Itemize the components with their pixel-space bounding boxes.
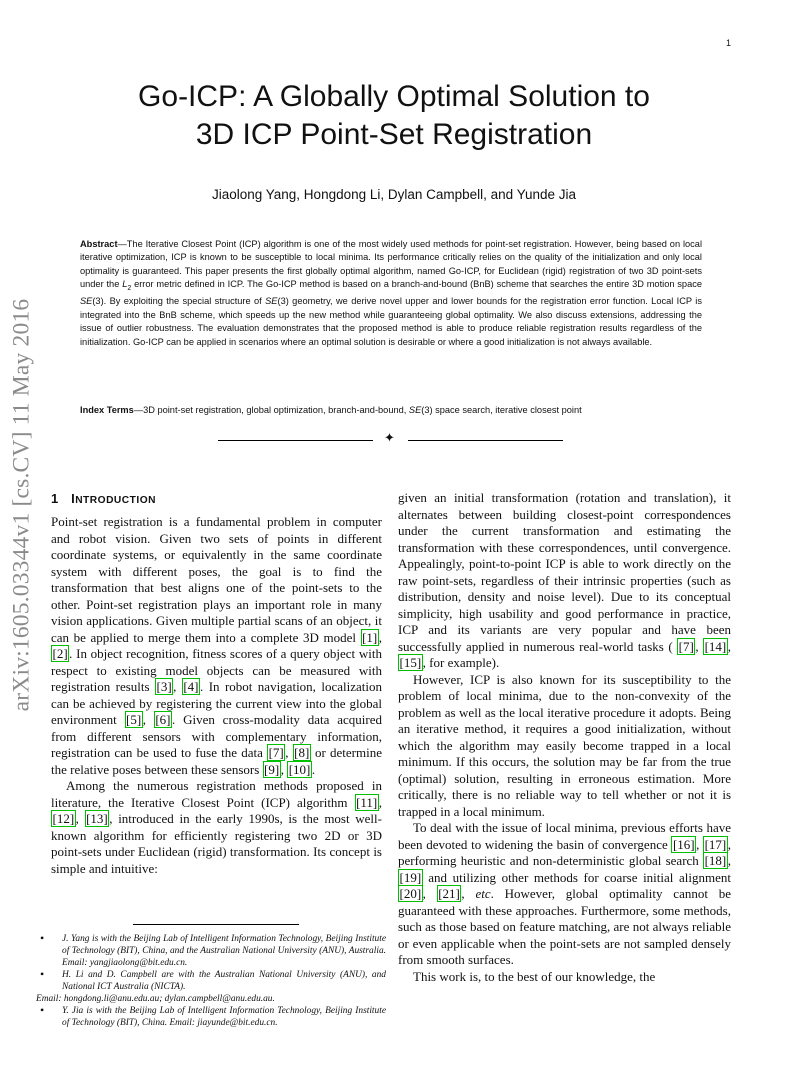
text-run: ,	[422, 886, 437, 901]
right-paragraph-3	[398, 820, 731, 969]
citation-link[interactable]: [15]	[399, 655, 422, 670]
right-paragraph-4: This work is, to the best of our knowledge, the	[413, 968, 656, 984]
index-terms-label: Index Terms	[80, 405, 134, 415]
citation-link[interactable]: [2]	[52, 646, 68, 661]
divider-left	[218, 440, 373, 441]
text-run: ,	[696, 836, 704, 852]
citation-link[interactable]: [16]	[672, 836, 695, 852]
citation-link[interactable]: [6]	[155, 712, 171, 727]
citation-link[interactable]: [5]	[126, 712, 142, 727]
right-paragraph-1	[398, 490, 731, 672]
citation-link[interactable]: [14]	[704, 638, 727, 654]
text-run: ,	[173, 679, 182, 694]
text-run: ,	[727, 638, 731, 654]
text-run: ,	[695, 638, 704, 654]
text-run: or determine the relative poses between these sensors	[51, 745, 382, 777]
citation-link[interactable]: [3]	[156, 679, 172, 694]
abstract	[80, 238, 702, 349]
math-se3-d: (3)	[277, 296, 289, 307]
text-run: and utilizing other methods for coarse initial alignment	[422, 869, 731, 885]
text-run: To deal with the issue of local minima, previous efforts have been devoted to widening the basin of convergence	[398, 820, 731, 852]
footnote-item: • J. Yang is with the Beijing Lab of Intelligent Information Technology, Beijing Institute of Technology (BIT), China, and the Australian National University (ANU), Australia. Email: yangjiaolong@bit.edu.cn.	[62, 933, 386, 969]
divider-right	[408, 440, 563, 441]
math-se3-e: SE	[408, 405, 422, 415]
text-run: ,	[378, 629, 382, 645]
abstract-text-2: error metric defined in ICP. The Go-ICP method is based on a branch-and-bound (BnB) scheme that searches the entire 3D motion space	[131, 279, 702, 290]
left-paragraph-1	[51, 514, 382, 778]
citation-link[interactable]: [8]	[294, 745, 310, 760]
citation-link[interactable]: [7]	[678, 638, 694, 654]
text-run: ,	[75, 811, 85, 826]
citation-link[interactable]: [21]	[438, 886, 460, 901]
text-run: Point-set registration is a fundamental problem in computer and robot vision. Given two sets of points in different coordinate systems, or equivalently in the same coordinate system with different poses, the goal is to find the transformation that best aligns one of the point-sets to the other. Point-set registration plays an important role in many vision applications. Given multiple partial scans of an object, it can be applied to merge them into a complete 3D model	[51, 514, 382, 645]
title-line-1: Go-ICP: A Globally Optimal Solution to	[138, 80, 650, 113]
section-heading	[51, 491, 156, 506]
index-terms-text-2: space search, iterative closest point	[432, 405, 582, 415]
authors: Jiaolong Yang, Hongdong Li, Dylan Campbell, and Yunde Jia	[211, 187, 576, 202]
abstract-text-1: —The Iterative Closest Point (ICP) algorithm is one of the most widely used methods for point-set registration. However, being based on local iterative optimization, ICP is known to be susceptible to local minima. Its performance critically relies on the quality of the initialization and only local optimality is guaranteed. This paper presents the first globally optimal algorithm, named Go-ICP, for Euclidean (rigid) registration of two 3D point-sets under the	[80, 239, 702, 290]
etc-text: etc	[475, 886, 491, 901]
text-run: . In object recognition, fitness scores of a query object with respect to existing model objects can be measured with registration results	[51, 646, 382, 694]
text-run: ,	[142, 712, 154, 727]
math-se3-a: SE	[80, 296, 93, 307]
citation-link[interactable]: [9]	[264, 761, 280, 777]
section-title-rest: NTRODUCTION	[75, 495, 156, 506]
arxiv-stamp-text: arXiv:1605.03344v1 [cs.CV] 11 May 2016	[8, 298, 35, 712]
text-run: ,	[378, 794, 382, 810]
citation-link[interactable]: [4]	[183, 679, 199, 694]
text-run: ,	[280, 761, 288, 777]
text-run: Among the numerous registration methods proposed in literature, the Iterative Closest Point (ICP) algorithm	[51, 778, 382, 810]
abstract-text-3: . By exploiting the special structure of	[103, 296, 266, 307]
citation-link[interactable]: [1]	[362, 629, 378, 645]
math-se3-b: (3)	[92, 296, 104, 307]
text-run: ,	[285, 745, 293, 760]
math-se3-f: (3)	[421, 405, 433, 415]
left-column	[51, 514, 382, 877]
citation-link[interactable]: [19]	[399, 869, 422, 885]
footnote-item	[36, 969, 386, 1005]
math-se3-c: SE	[265, 296, 278, 307]
page-number: 1	[725, 38, 731, 48]
citation-link[interactable]: [17]	[704, 836, 727, 852]
section-number: 1	[51, 491, 59, 506]
citation-link[interactable]: [13]	[86, 811, 108, 826]
title-line-2: 3D ICP Point-Set Registration	[195, 118, 593, 151]
text-run: , performing heuristic and non-deterministic global search	[398, 836, 731, 868]
text-run: . However, global optimality cannot be guaranteed with these approaches. Furthermore, some methods, such as those based on feature matching, are not always reliable or even applicable when the point-sets are not sampled densely from smooth surfaces.	[398, 886, 732, 967]
text-run: . In robot navigation, localization can be achieved by registering the current view into the global environment	[51, 679, 382, 727]
footnote-email: Email: hongdong.li@anu.edu.au; dylan.campbell@anu.edu.au.	[36, 994, 275, 1004]
section-title-first: I	[71, 491, 76, 506]
text-run: , for example).	[422, 655, 500, 670]
text-run: . Given cross-modality data acquired from different sensors with complementary information, registration can be used to fuse the data	[51, 712, 383, 760]
paper-title	[60, 78, 728, 154]
text-run: ,	[727, 853, 731, 868]
citation-link[interactable]: [20]	[399, 886, 422, 901]
footnote-rule	[133, 924, 299, 925]
index-terms-text-1: —3D point-set registration, global optimization, branch-and-bound,	[133, 405, 409, 415]
text-run: , introduced in the early 1990s, is the most well-known algorithm for efficiently registering two 2D or 3D point-sets under Euclidean (rigid) transformation. Its concept is simple and intuitive:	[51, 811, 382, 876]
right-column	[398, 490, 731, 985]
citation-link[interactable]: [11]	[356, 794, 378, 810]
citation-link[interactable]: [7]	[268, 745, 284, 760]
text-run: given an initial transformation (rotation and translation), it alternates between building closest-point correspondences under the current transformation and estimating the transformation with these correspondences, until convergence. Appealingly, point-to-point ICP is able to work directly on the raw point-sets, regardless of their intrinsic properties (such as distribution, density and noise level). Due to its conceptual simplicity, high usability and good performance in practice, ICP and its variants are very popular and have been successfully applied in numerous real-world tasks (	[398, 490, 731, 654]
citation-link[interactable]: [10]	[288, 761, 311, 777]
arxiv-side-stamp	[4, 250, 40, 760]
footnote-text: H. Li and D. Campbell are with the Australian National University (ANU), and National ICT Australia (NICTA).	[62, 970, 386, 992]
divider-symbol: ✦	[384, 431, 395, 446]
index-terms	[80, 404, 702, 417]
footnotes	[36, 933, 386, 1029]
abstract-text-4: geometry, we derive novel upper and lower bounds for the registration error function. Local ICP is integrated into the BnB scheme, which speeds up the new method while guaranteeing global optimality. We also discuss extensions, addressing the issue of outlier robustness. The evaluation demonstrates that the proposed method is able to produce reliable registration results regardless of the initialization. Go-ICP can be applied in scenarios where an optimal solution is desirable or where a good initialization is not always available.	[80, 296, 702, 347]
citation-link[interactable]: [18]	[704, 853, 727, 868]
right-paragraph-2: However, ICP is also known for its susceptibility to the problem of local minima, due to the non-convexity of the problem as well as the local iterative procedure it adopts. Being an iterative method, it requires a good initialization, without which the algorithm may easily become trapped in a local minimum. If this occurs, the solution may be far from the true (optimal) solution, resulting in erroneous estimation. More critically, there is no reliable way to tell whether or not it is trapped in a local minimum.	[398, 671, 731, 819]
left-paragraph-2	[51, 778, 382, 877]
citation-link[interactable]: [12]	[52, 811, 75, 826]
math-L-sub: 2	[127, 285, 132, 293]
math-L: L	[122, 279, 128, 290]
footnote-item: • Y. Jia is with the Beijing Lab of Intelligent Information Technology, Beijing Institute of Technology (BIT), China. Email: jiayunde@bit.edu.cn.	[62, 1005, 386, 1029]
abstract-label: Abstract	[80, 239, 118, 249]
text-run: ,	[461, 886, 476, 901]
text-run: .	[311, 761, 316, 777]
